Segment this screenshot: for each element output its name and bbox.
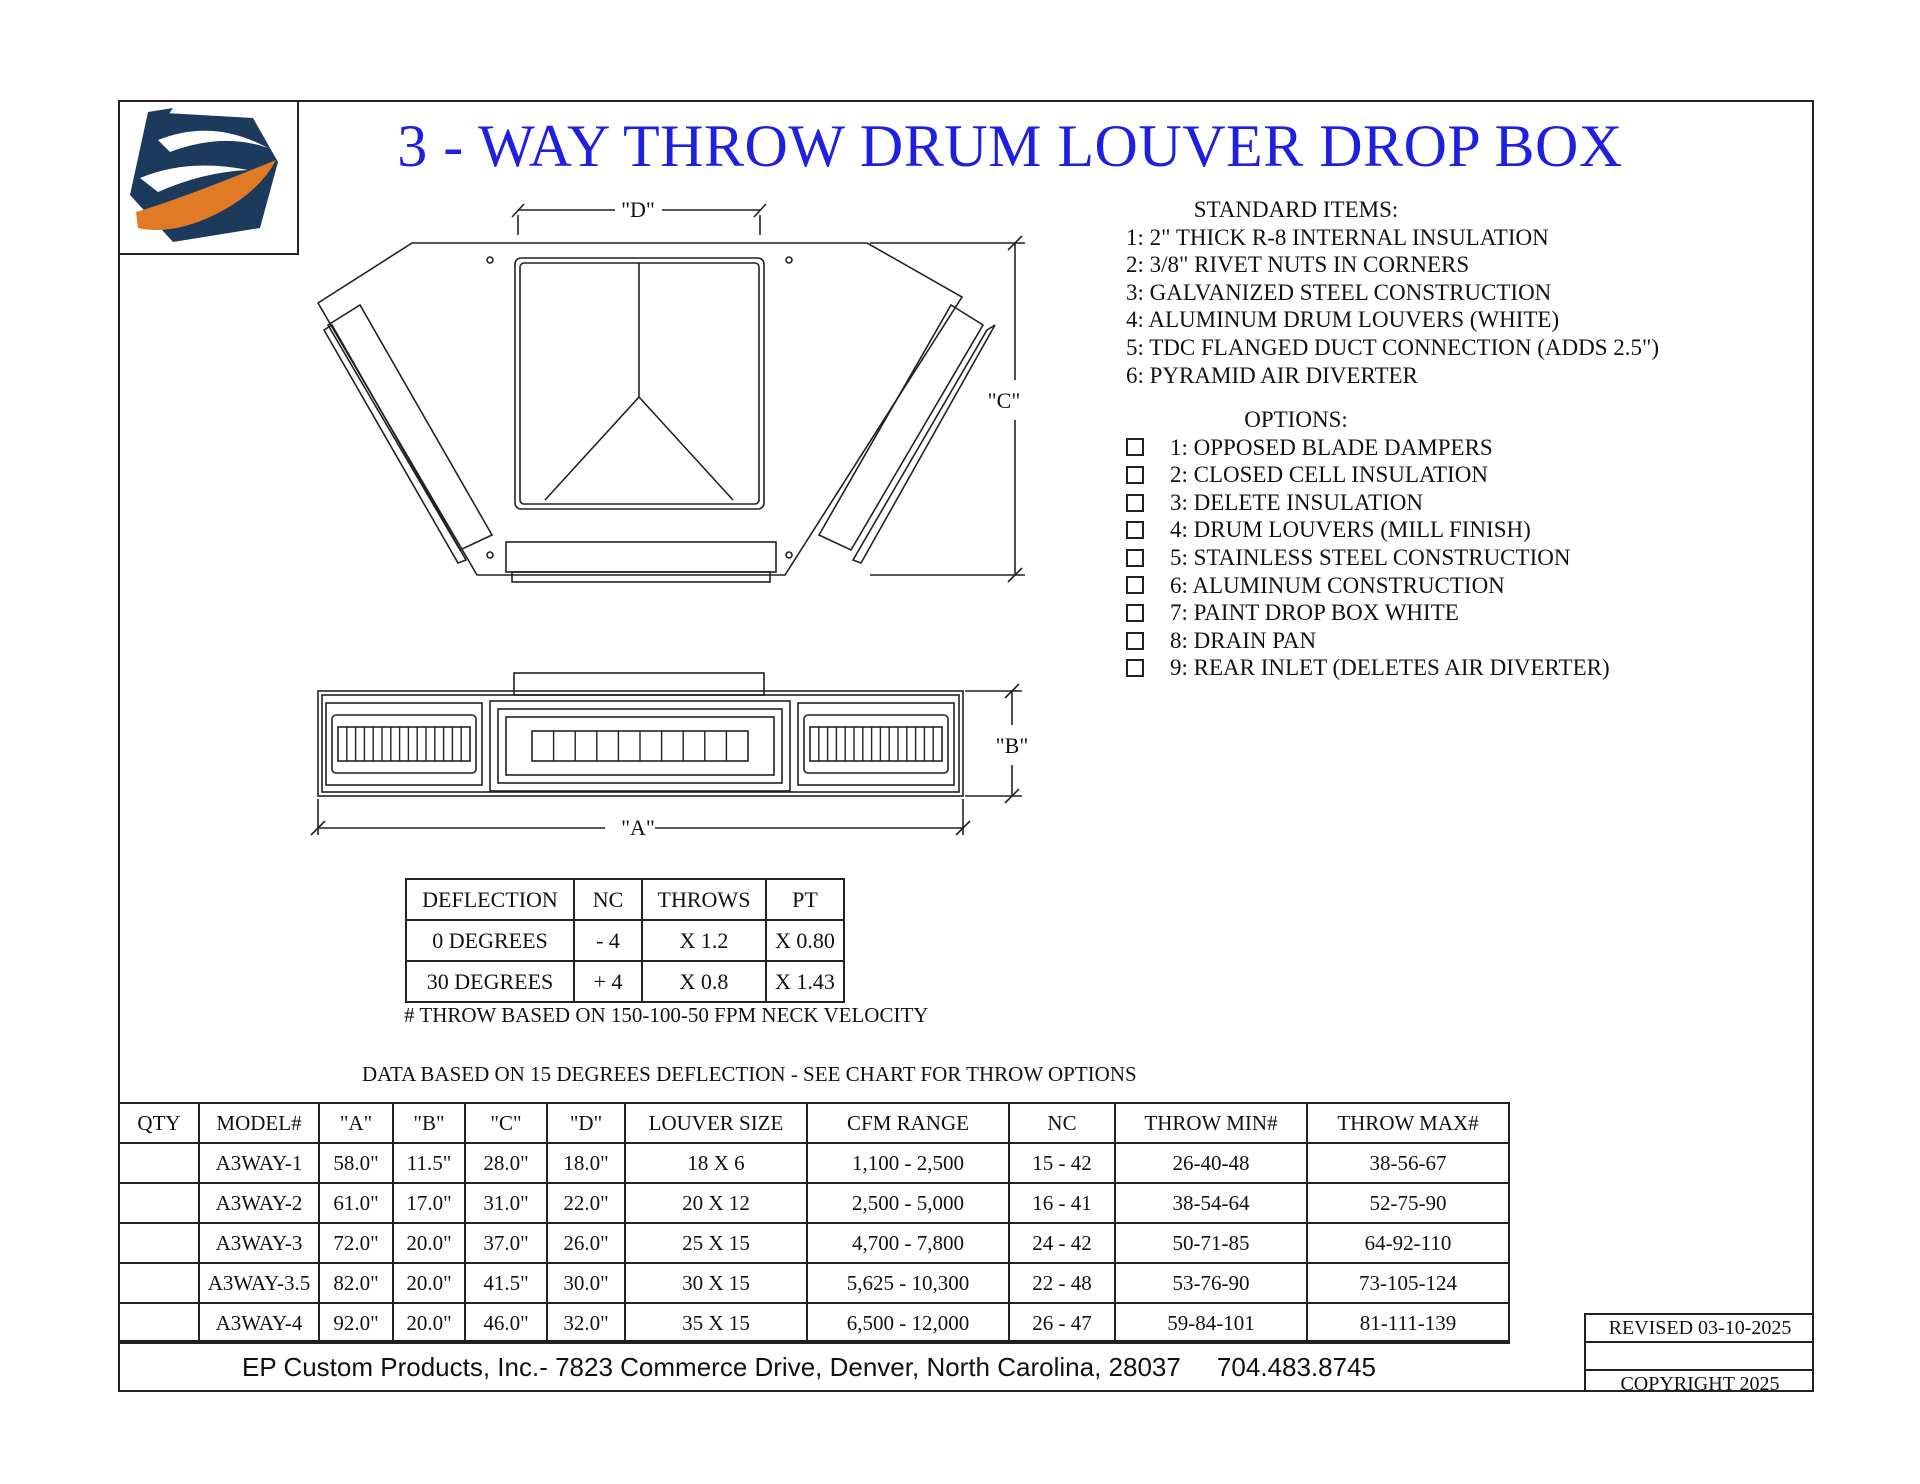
table-cell: X 0.8 bbox=[642, 961, 766, 1002]
dimension-d-label: "D" bbox=[621, 197, 655, 222]
table-cell bbox=[119, 1263, 199, 1303]
table-cell: 53-76-90 bbox=[1115, 1263, 1307, 1303]
table-cell: 24 - 42 bbox=[1009, 1223, 1115, 1263]
table-cell: X 1.2 bbox=[642, 920, 766, 961]
table-row bbox=[119, 1143, 1509, 1183]
table-cell: 1,100 - 2,500 bbox=[807, 1143, 1009, 1183]
table-cell: 46.0" bbox=[465, 1303, 547, 1343]
table-cell bbox=[119, 1183, 199, 1223]
data-note: DATA BASED ON 15 DEGREES DEFLECTION - SEE CHART FOR THROW OPTIONS bbox=[362, 1062, 1137, 1086]
throw-note: # THROW BASED ON 150-100-50 FPM NECK VELOCITY bbox=[404, 1003, 929, 1027]
option-item[interactable] bbox=[1126, 544, 1610, 572]
option-checkbox[interactable] bbox=[1126, 659, 1144, 677]
table-cell: 26-40-48 bbox=[1115, 1143, 1307, 1183]
table-cell: 18.0" bbox=[547, 1143, 625, 1183]
option-checkbox[interactable] bbox=[1126, 494, 1144, 512]
copyright: COPYRIGHT 2025 bbox=[1620, 1373, 1780, 1395]
footer-address bbox=[118, 1340, 1510, 1392]
table-cell: 61.0" bbox=[319, 1183, 393, 1223]
page-title: 3 - WAY THROW DRUM LOUVER DROP BOX bbox=[397, 113, 1623, 179]
table-cell: 38-54-64 bbox=[1115, 1183, 1307, 1223]
column-header: MODEL# bbox=[199, 1103, 319, 1143]
table-cell: 20 X 12 bbox=[625, 1183, 807, 1223]
option-item[interactable] bbox=[1126, 516, 1610, 544]
table-cell: 82.0" bbox=[319, 1263, 393, 1303]
table-cell: 38-56-67 bbox=[1307, 1143, 1509, 1183]
table-cell: 31.0" bbox=[465, 1183, 547, 1223]
table-cell: 22.0" bbox=[547, 1183, 625, 1223]
options-list bbox=[1126, 406, 1610, 682]
table-cell bbox=[119, 1303, 199, 1343]
table-cell: 41.5" bbox=[465, 1263, 547, 1303]
table-cell bbox=[119, 1223, 199, 1263]
column-header: "D" bbox=[547, 1103, 625, 1143]
table-header-row bbox=[119, 1103, 1509, 1143]
table-row bbox=[119, 1303, 1509, 1343]
column-header: "C" bbox=[465, 1103, 547, 1143]
table-cell: 26.0" bbox=[547, 1223, 625, 1263]
table-row bbox=[119, 1263, 1509, 1303]
table-cell: 15 - 42 bbox=[1009, 1143, 1115, 1183]
column-header: THROW MAX# bbox=[1307, 1103, 1509, 1143]
column-header: CFM RANGE bbox=[807, 1103, 1009, 1143]
table-cell: X 0.80 bbox=[766, 920, 844, 961]
table-cell: 17.0" bbox=[393, 1183, 465, 1223]
option-label: 1: OPPOSED BLADE DAMPERS bbox=[1170, 434, 1493, 460]
spec-table bbox=[118, 1102, 1510, 1344]
dimension-c-label: "C" bbox=[987, 388, 1021, 413]
option-item[interactable] bbox=[1126, 434, 1610, 462]
option-label: 8: DRAIN PAN bbox=[1170, 627, 1317, 653]
logo-box bbox=[118, 100, 299, 255]
dimension-a-label: "A" bbox=[621, 815, 655, 840]
column-header: "A" bbox=[319, 1103, 393, 1143]
table-cell: 16 - 41 bbox=[1009, 1183, 1115, 1223]
option-checkbox[interactable] bbox=[1126, 604, 1144, 622]
table-cell: 22 - 48 bbox=[1009, 1263, 1115, 1303]
footer-text: EP Custom Products, Inc.- 7823 Commerce Drive, Denver, North Carolina, 28037 704.483.8745 bbox=[242, 1351, 1376, 1382]
deflection-table bbox=[405, 878, 845, 1003]
table-cell: 20.0" bbox=[393, 1303, 465, 1343]
table-cell: 72.0" bbox=[319, 1223, 393, 1263]
table-cell: 5,625 - 10,300 bbox=[807, 1263, 1009, 1303]
option-checkbox[interactable] bbox=[1126, 521, 1144, 539]
table-cell: 30 X 15 bbox=[625, 1263, 807, 1303]
table-cell: 2,500 - 5,000 bbox=[807, 1183, 1009, 1223]
table-header-row bbox=[406, 879, 844, 920]
standard-items-list bbox=[1126, 196, 1659, 389]
option-label: 3: DELETE INSULATION bbox=[1170, 489, 1423, 515]
table-cell: 6,500 - 12,000 bbox=[807, 1303, 1009, 1343]
option-label: 9: REAR INLET (DELETES AIR DIVERTER) bbox=[1170, 655, 1610, 681]
standard-item: 1: 2" THICK R-8 INTERNAL INSULATION bbox=[1126, 224, 1549, 250]
table-cell: A3WAY-1 bbox=[199, 1143, 319, 1183]
table-row bbox=[119, 1183, 1509, 1223]
column-header: "B" bbox=[393, 1103, 465, 1143]
standard-item: 3: GALVANIZED STEEL CONSTRUCTION bbox=[1126, 279, 1552, 305]
table-cell: 52-75-90 bbox=[1307, 1183, 1509, 1223]
option-checkbox[interactable] bbox=[1126, 549, 1144, 567]
column-header: PT bbox=[766, 879, 844, 920]
table-cell: - 4 bbox=[574, 920, 642, 961]
option-item[interactable] bbox=[1126, 654, 1610, 682]
table-cell: 18 X 6 bbox=[625, 1143, 807, 1183]
options-heading: OPTIONS: bbox=[1244, 407, 1348, 432]
column-header: NC bbox=[574, 879, 642, 920]
option-item[interactable] bbox=[1126, 489, 1610, 517]
standard-item: 6: PYRAMID AIR DIVERTER bbox=[1126, 362, 1418, 388]
table-cell: 92.0" bbox=[319, 1303, 393, 1343]
table-cell: A3WAY-3 bbox=[199, 1223, 319, 1263]
option-checkbox[interactable] bbox=[1126, 438, 1144, 456]
revised-date: REVISED 03-10-2025 bbox=[1586, 1315, 1814, 1343]
table-row bbox=[406, 961, 844, 1002]
table-cell: X 1.43 bbox=[766, 961, 844, 1002]
option-label: 5: STAINLESS STEEL CONSTRUCTION bbox=[1170, 544, 1571, 570]
standard-items-heading: STANDARD ITEMS: bbox=[1193, 197, 1399, 222]
table-cell: 20.0" bbox=[393, 1223, 465, 1263]
table-cell: 35 X 15 bbox=[625, 1303, 807, 1343]
table-cell: + 4 bbox=[574, 961, 642, 1002]
revision-blank bbox=[1586, 1343, 1814, 1371]
table-cell: 26 - 47 bbox=[1009, 1303, 1115, 1343]
column-header: QTY bbox=[119, 1103, 199, 1143]
option-label: 2: CLOSED CELL INSULATION bbox=[1170, 462, 1488, 488]
table-cell: 11.5" bbox=[393, 1143, 465, 1183]
table-row bbox=[119, 1223, 1509, 1263]
standard-item: 5: TDC FLANGED DUCT CONNECTION (ADDS 2.5") bbox=[1126, 334, 1660, 360]
option-label: 4: DRUM LOUVERS (MILL FINISH) bbox=[1170, 517, 1531, 543]
table-cell: A3WAY-4 bbox=[199, 1303, 319, 1343]
option-item[interactable] bbox=[1126, 627, 1610, 655]
option-checkbox[interactable] bbox=[1126, 632, 1144, 650]
table-cell: 25 X 15 bbox=[625, 1223, 807, 1263]
table-cell: 4,700 - 7,800 bbox=[807, 1223, 1009, 1263]
option-checkbox[interactable] bbox=[1126, 576, 1144, 594]
revision-block bbox=[1584, 1313, 1814, 1395]
table-cell: 37.0" bbox=[465, 1223, 547, 1263]
table-cell: 73-105-124 bbox=[1307, 1263, 1509, 1303]
column-header: LOUVER SIZE bbox=[625, 1103, 807, 1143]
standard-item: 2: 3/8" RIVET NUTS IN CORNERS bbox=[1126, 252, 1470, 278]
option-checkbox[interactable] bbox=[1126, 466, 1144, 484]
table-cell: A3WAY-3.5 bbox=[199, 1263, 319, 1303]
table-cell: 64-92-110 bbox=[1307, 1223, 1509, 1263]
table-cell bbox=[119, 1143, 199, 1183]
column-header: THROW MIN# bbox=[1115, 1103, 1307, 1143]
option-item[interactable] bbox=[1126, 572, 1610, 600]
option-label: 6: ALUMINUM CONSTRUCTION bbox=[1170, 572, 1505, 598]
table-cell: 28.0" bbox=[465, 1143, 547, 1183]
table-cell: 30 DEGREES bbox=[406, 961, 574, 1002]
option-label: 7: PAINT DROP BOX WHITE bbox=[1170, 600, 1459, 626]
table-cell: 30.0" bbox=[547, 1263, 625, 1303]
table-cell: 32.0" bbox=[547, 1303, 625, 1343]
table-cell: 59-84-101 bbox=[1115, 1303, 1307, 1343]
table-cell: 20.0" bbox=[393, 1263, 465, 1303]
column-header: DEFLECTION bbox=[406, 879, 574, 920]
column-header: NC bbox=[1009, 1103, 1115, 1143]
front-view-drawing bbox=[300, 665, 1040, 845]
table-cell: A3WAY-2 bbox=[199, 1183, 319, 1223]
option-item[interactable] bbox=[1126, 461, 1610, 489]
option-item[interactable] bbox=[1126, 599, 1610, 627]
company-logo bbox=[118, 100, 297, 253]
top-view-drawing bbox=[300, 195, 1040, 595]
table-cell: 50-71-85 bbox=[1115, 1223, 1307, 1263]
column-header: THROWS bbox=[642, 879, 766, 920]
table-row bbox=[406, 920, 844, 961]
standard-item: 4: ALUMINUM DRUM LOUVERS (WHITE) bbox=[1126, 307, 1560, 333]
table-cell: 0 DEGREES bbox=[406, 920, 574, 961]
table-cell: 81-111-139 bbox=[1307, 1303, 1509, 1343]
dimension-b-label: "B" bbox=[995, 733, 1029, 758]
table-cell: 58.0" bbox=[319, 1143, 393, 1183]
